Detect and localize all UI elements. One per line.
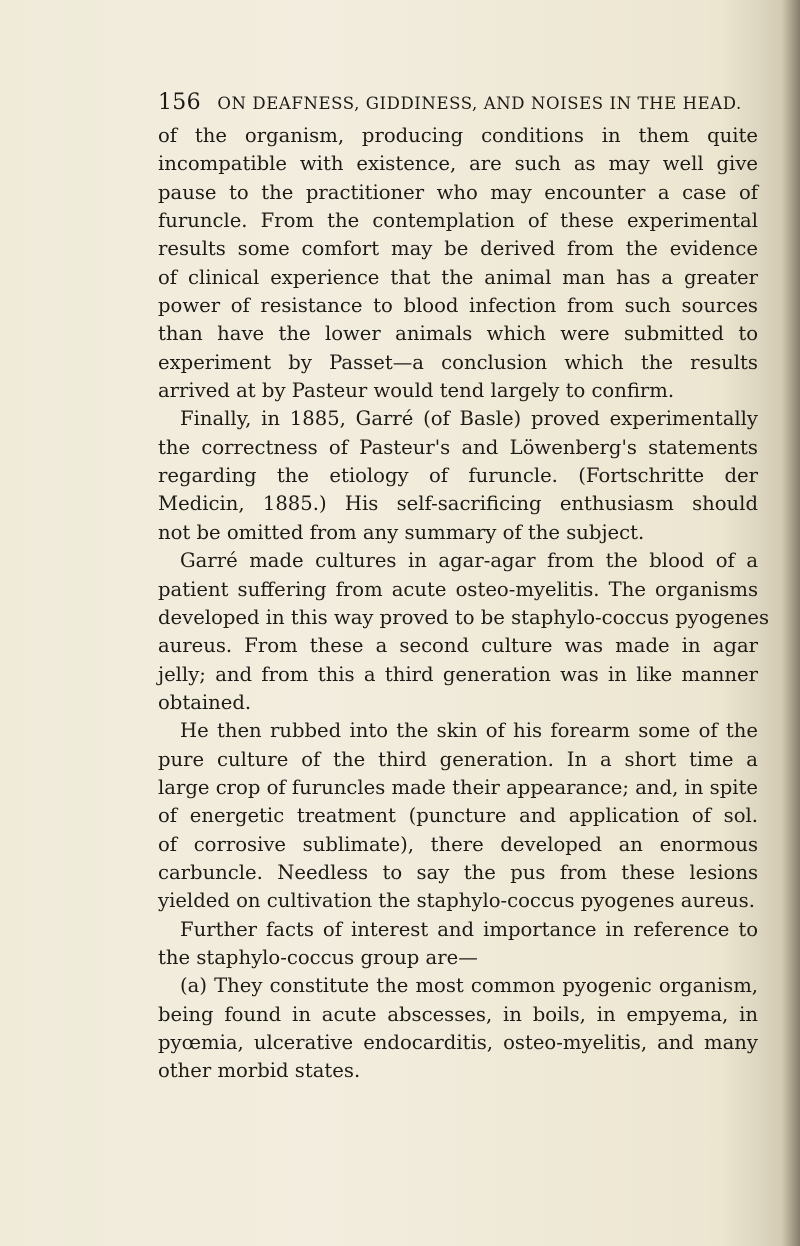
page-number: 156 — [158, 90, 201, 115]
text-line: of energetic treatment (puncture and application of sol. — [158, 804, 758, 828]
text-line: Medicin, 1885.) His self-sacrificing enthusiasm should — [158, 492, 758, 516]
text-line: Finally, in 1885, Garré (of Basle) proved experimentally — [180, 407, 758, 431]
text-line: regarding the etiology of furuncle. (Fortschritte der — [158, 464, 758, 488]
text-line: of clinical experience that the animal man has a greater — [158, 265, 758, 289]
text-line: results some comfort may be derived from the evidence — [158, 237, 758, 261]
text-line: aureus. From these a second culture was made in agar — [158, 634, 758, 658]
text-line: other morbid states. — [158, 1059, 361, 1083]
text-line: of corrosive sublimate), there developed an enormous — [158, 832, 758, 856]
text-line: jelly; and from this a third generation was in like manner — [158, 662, 758, 686]
text-line: Garré made cultures in agar-agar from the blood of a — [180, 549, 758, 573]
text-line: furuncle. From the contemplation of these experimental — [158, 209, 758, 233]
text-line: not be omitted from any summary of the subject. — [158, 520, 645, 544]
text-line: yielded on cultivation the staphylo-coccus pyogenes aureus. — [158, 889, 755, 913]
text-line: obtained. — [158, 690, 252, 714]
text-line: of the organism, producing conditions in them quite — [158, 124, 758, 147]
text-line: power of resistance to blood infection from such sources — [158, 294, 758, 318]
text-line: being found in acute abscesses, in boils, in empyema, in — [158, 1002, 758, 1026]
text-line: incompatible with existence, are such as may well give — [158, 152, 758, 176]
text-line: pure culture of the third generation. In a short time a — [158, 747, 758, 771]
text-line: experiment by Passet—a conclusion which the results — [158, 350, 758, 374]
text-line: arrived at by Pasteur would tend largely to confirm. — [158, 379, 675, 403]
text-line: patient suffering from acute osteo-myelitis. The organisms — [158, 577, 758, 601]
text-line: pause to the practitioner who may encounter a case of — [158, 180, 758, 204]
text-line: Further facts of interest and importance in reference to — [180, 917, 758, 941]
text-line: the staphylo-coccus group are— — [158, 945, 478, 969]
body-text — [158, 122, 770, 1086]
page-spine-shadow — [782, 0, 800, 1246]
page-header — [158, 90, 742, 115]
text-line: than have the lower animals which were submitted to — [158, 322, 758, 346]
text-line: the correctness of Pasteur's and Löwenberg's statements — [158, 435, 758, 459]
running-head: ON DEAFNESS, GIDDINESS, AND NOISES IN THE HEAD. — [217, 94, 742, 113]
text-line: He then rubbed into the skin of his forearm some of the — [180, 719, 758, 743]
text-line: carbuncle. Needless to say the pus from these lesions — [158, 860, 758, 884]
text-line: developed in this way proved to be staphylo-coccus pyogenes — [158, 605, 770, 629]
text-line: (a) They constitute the most common pyogenic organism, — [180, 974, 758, 998]
text-line: pyœmia, ulcerative endocarditis, osteo-myelitis, and many — [158, 1031, 758, 1054]
text-line: large crop of furuncles made their appearance; and, in spite — [158, 775, 758, 799]
